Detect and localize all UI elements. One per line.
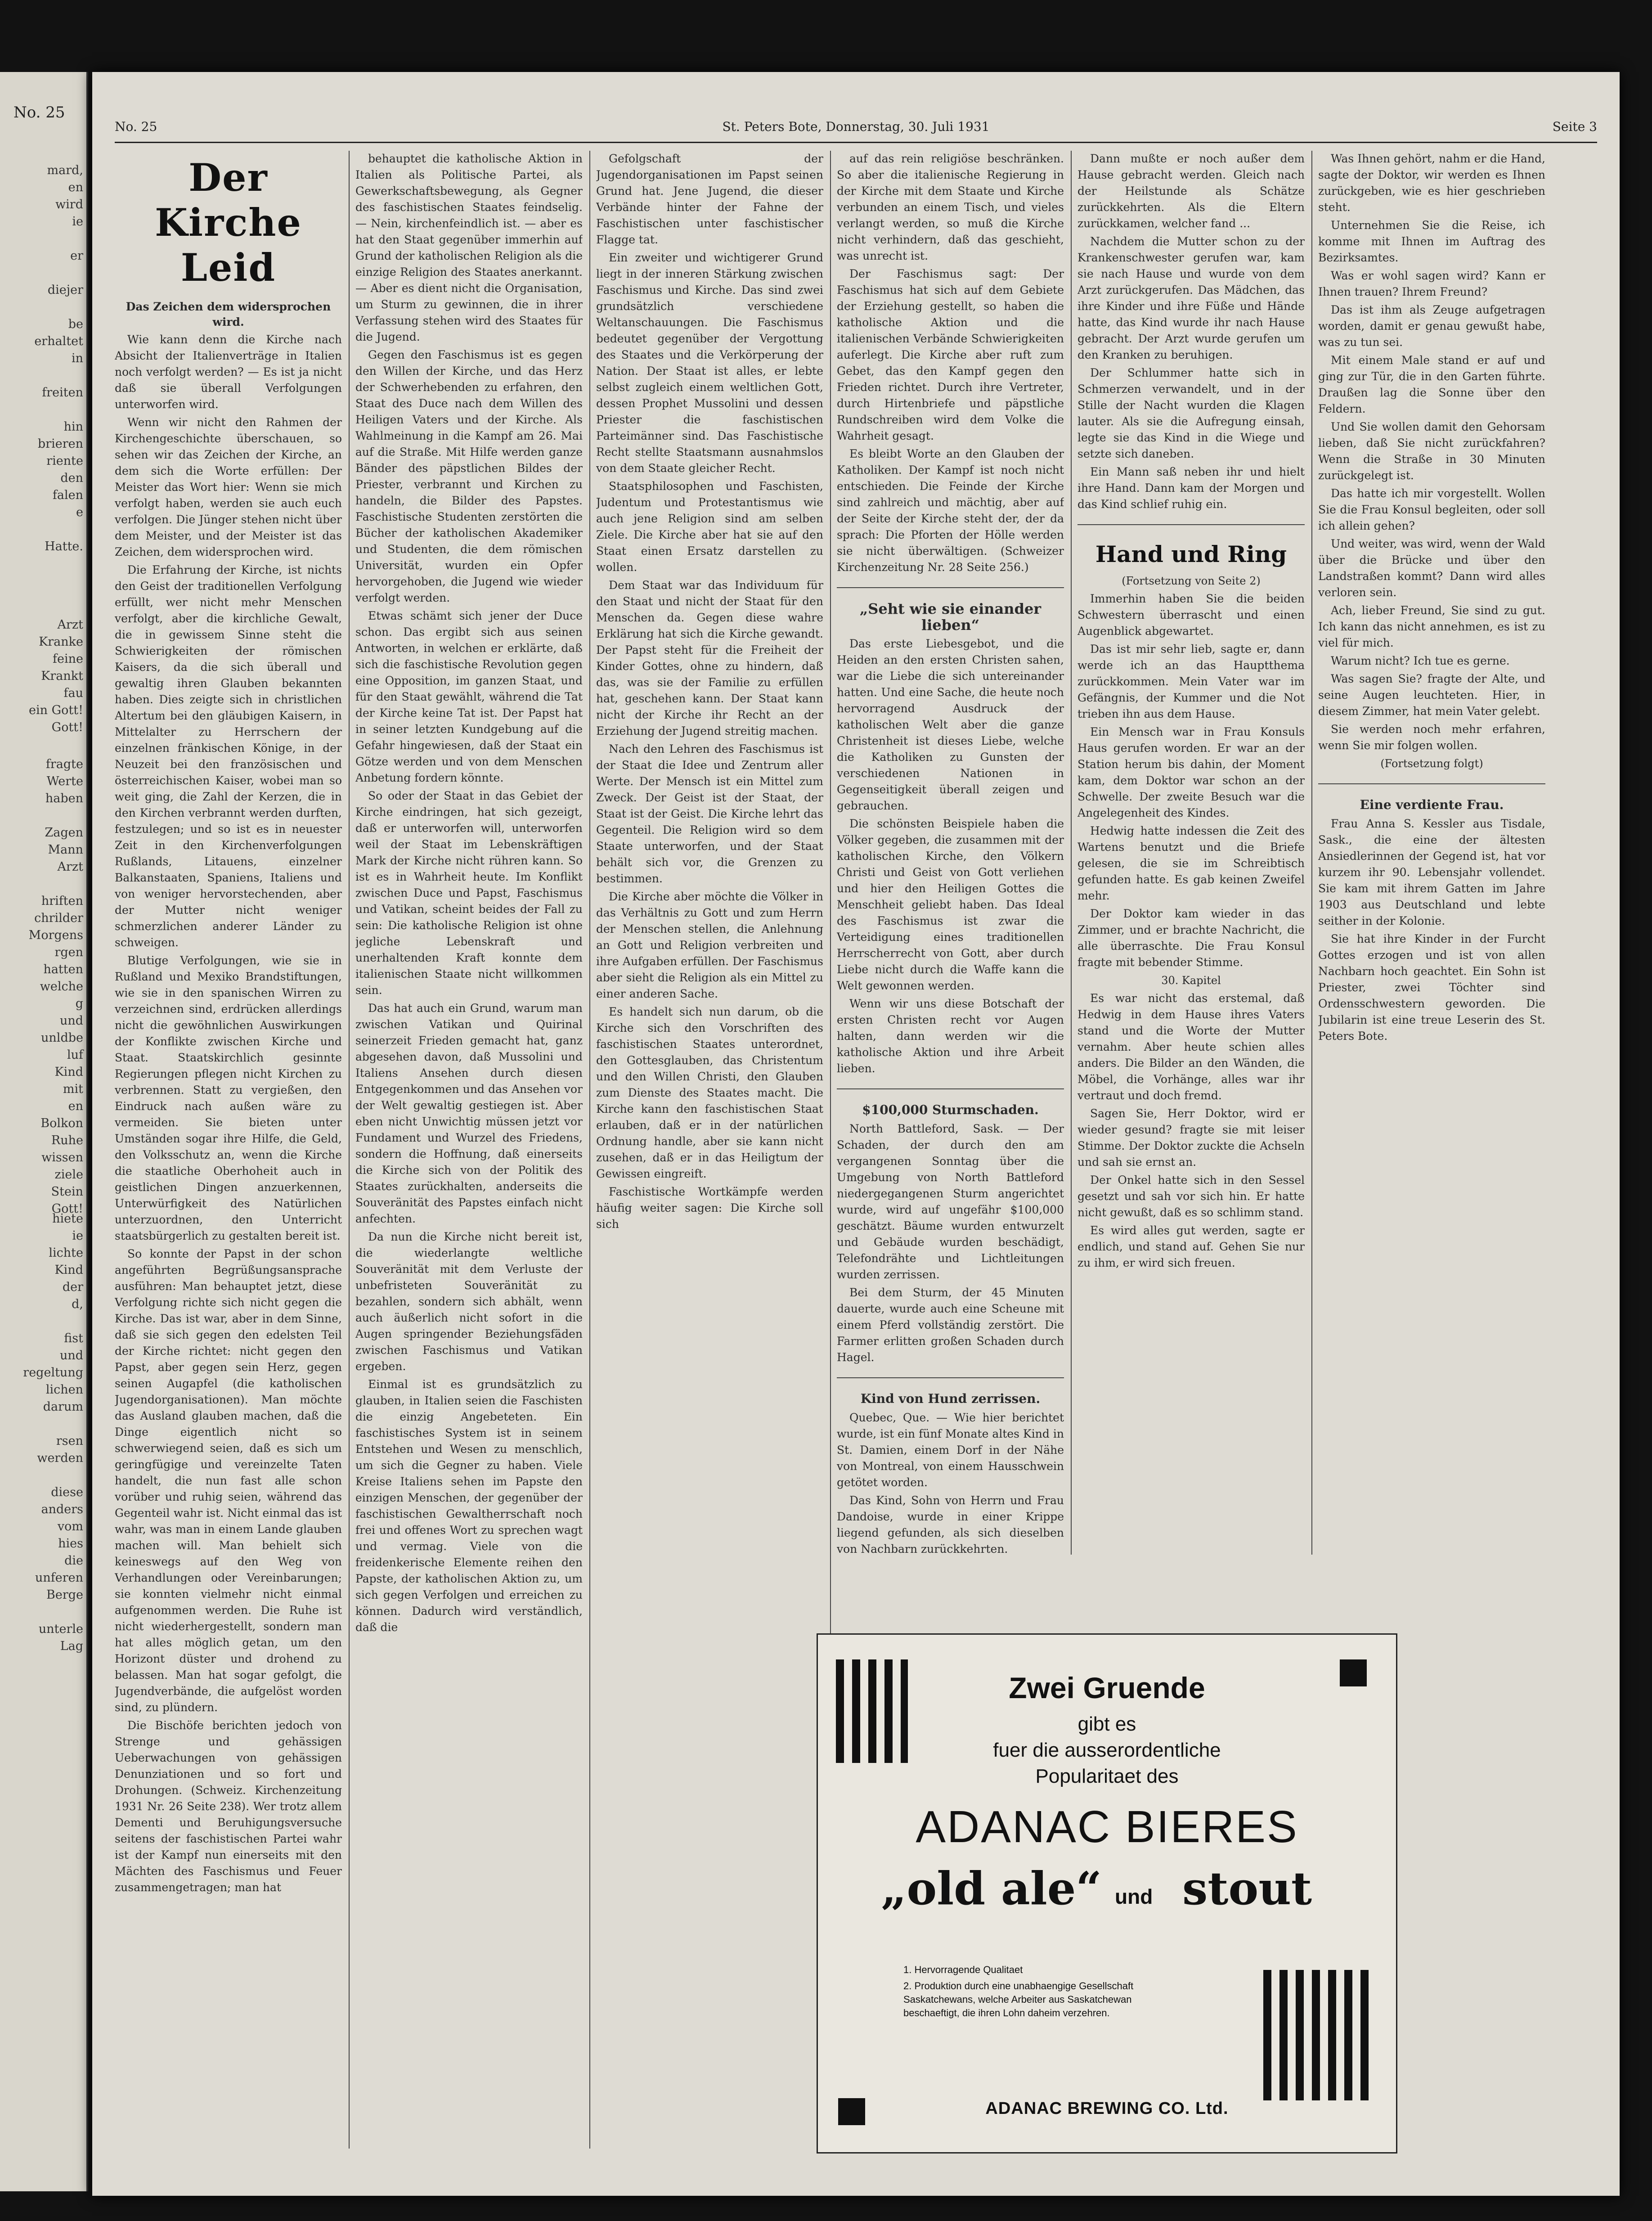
masthead	[115, 115, 1597, 143]
issue-number: No. 25	[115, 119, 157, 134]
ad-heading: Zwei Gruende	[1009, 1671, 1205, 1704]
article-headline: Der Kirche Leid	[155, 155, 302, 290]
paragraph: Wie kann denn die Kirche nach Absicht der Italienverträge in Italien noch verfolgt werden? — Es ist ja nicht daß sie überall Verfolgungen unterworfen wird.	[115, 333, 342, 411]
ad-connector: und	[1115, 1885, 1153, 1908]
paper-dateline: St. Peters Bote, Donnerstag, 30. Juli 1931	[722, 119, 990, 134]
ad-brewery-name: ADANAC BREWING CO. Ltd.	[985, 2099, 1229, 2118]
paragraph: Der Schlummer hatte sich in Schmerzen verwandelt, und in der Stille der Nacht wurden die Klagen lauter. Als sie die Aufregung einsah, legte sie das Kind in die Wiege und setzte sich daneben.	[1077, 366, 1305, 460]
paragraph: Das ist ihm als Zeuge aufgetragen worden, damit er genau gewußt habe, was zu tun sei.	[1318, 303, 1545, 349]
paragraph: Das ist mir sehr lieb, sagte er, dann werde ich an das Hauptthema zurückkommen. Mein Vater war im Gefängnis, der Kummer und die Not trieben ihn aus dem Hause.	[1077, 643, 1305, 720]
section-divider	[837, 1088, 1064, 1089]
article-title: Eine verdiente Frau.	[1360, 797, 1504, 812]
paragraph: Ein Mann saß neben ihr und hielt ihre Hand. Dann kam der Morgen und das Kind schlief ruhig ein.	[1077, 465, 1305, 511]
paragraph: Wenn wir nicht den Rahmen der Kirchengeschichte überschauen, so sehen wir das Zeichen der Kirche, an dem sich die Worte erfüllen: Der Meister das Wort hier: Wenn sie mich verfolgt haben, werden sie auch euch verfolgen. Die Jünger stehen nicht über dem Meister, und der Meister ist das Zeichen, dem widersprochen wird.	[115, 416, 342, 558]
column-6	[1318, 151, 1545, 1555]
paragraph: Das hat auch ein Grund, warum man zwischen Vatikan und Quirinal seinerzeit Frieden gemacht hat, ganz abgesehen davon, daß Mussolini und Italiens Ansehen durch diesen Entgegenkommen und das Ansehen vor der Welt gewaltig gestiegen ist. Aber eben nicht Unwichtig müssen jetzt vor Fundament und Wurzel des Friedens, sondern die Hoffnung, daß einerseits die Kirche sich von der Politik des Staates zurückhalten, anderseits die Souveränität des Papstes einfach nicht anfechten.	[355, 1002, 583, 1225]
ad-stripe-ornament	[1263, 1970, 1371, 2100]
paragraph: Die schönsten Beispiele haben die Völker gegeben, die zusammen mit der katholischen Kirche, den Völkern Christi und Geist von Gott verliehen und hier den Heiligen Gottes die Menschheit geliebt haben. Das Ideal des Faschismus ist zwar die Verteidigung eines traditionellen Herrscherrecht von Gott, aber durch Liebe nicht durch die Waffe kann die Welt gewonnen werden.	[837, 817, 1064, 992]
paragraph: Ein Mensch war in Frau Konsuls Haus gerufen worden. Er war an der Station herum bis dahin, der Moment kam, dem Doktor war schon an der Schwelle. Der zweite Besuch war die Angelegenheit des Kindes.	[1077, 725, 1305, 819]
ad-reasons-list	[903, 1963, 1164, 2023]
ad-line: gibt es	[1077, 1713, 1136, 1735]
paragraph: Es handelt sich nun darum, ob die Kirche sich den Vorschriften des faschistischen Staates unterordnet, den Gottesglauben, das Christentum und den Willen Christi, den Glauben zum Dienste des Staates macht. Die Kirche kann den faschistischen Staat erlauben, daß er in der natürlichen Ordnung handle, aber sie kann nicht zusehen, daß er in das Heiligtum der Gewissen eingreift.	[596, 1005, 823, 1180]
ad-subheading	[818, 1711, 1396, 1789]
section-divider	[837, 587, 1064, 588]
previous-page-number: No. 25	[13, 103, 65, 121]
article-title: Kind von Hund zerrissen.	[860, 1391, 1041, 1406]
serial-title: Hand und Ring	[1095, 541, 1287, 567]
paragraph: Gefolgschaft der Jugendorganisationen im Papst seinen Grund hat. Jene Jugend, die dieser Verbände hinter der Fahne der Faschistischen unter faschistischer Flagge tat.	[596, 152, 823, 246]
column-rule	[589, 151, 590, 2149]
beer-advertisement	[817, 1633, 1397, 2154]
page-number: Seite 3	[1552, 119, 1597, 134]
paragraph: Der Doktor kam wieder in das Zimmer, und er brachte Nachricht, die alle überraschte. Die Frau Konsul fragte mit bebender Stimme.	[1077, 907, 1305, 969]
column-1	[115, 151, 342, 2149]
column-2	[355, 151, 583, 2149]
paragraph: Mit einem Male stand er auf und ging zur Tür, die in den Garten führte. Draußen lag die Sonne über den Feldern.	[1318, 354, 1545, 415]
column-rule	[1071, 151, 1072, 1555]
ad-product-stout: stout	[1182, 1862, 1312, 1915]
paragraph: Immerhin haben Sie die beiden Schwestern überrascht und einen Augenblick abgewartet.	[1077, 592, 1305, 638]
ad-line: Popularitaet des	[1035, 1765, 1179, 1787]
paragraph: Es wird alles gut werden, sagte er endlich, und stand auf. Gehen Sie nur zu ihm, er wird sich freuen.	[1077, 1224, 1305, 1269]
previous-page-fragment: fragte Werte haben Zagen Mann Arzt hriften chrilder Morgens rgen hatten welche g und unldbe luf Kind mit en Bolkon Ruhe wissen ziele Stein Gott!	[28, 757, 83, 1216]
serial-subtitle: (Fortsetzung von Seite 2)	[1122, 575, 1261, 587]
paragraph: Ach, lieber Freund, Sie sind zu gut. Ich kann das nicht annehmen, es ist zu viel für mich.	[1318, 604, 1545, 649]
paragraph: Das erste Liebesgebot, und die Heiden an den ersten Christen sahen, war die Liebe die sich untereinander hatten. Und eine Sache, die heute noch hervorragend Ausdruck der katholischen Welt aber die ganze Christenheit ist dieses Liebe, welche die Katholiken zu Gunsten der verschiedenen Nationen in Gegenseitigkeit überall zeigen und gebrauchen.	[837, 637, 1064, 812]
section-divider	[1318, 783, 1545, 784]
paragraph: Unternehmen Sie die Reise, ich komme mit Ihnen im Auftrag des Bezirksamtes.	[1318, 219, 1545, 264]
ad-product-old-ale: „old ale“	[881, 1862, 1102, 1915]
paragraph: Und Sie wollen damit den Gehorsam lieben, daß Sie nicht zurückfahren? Wenn die Straße in 30 Minuten zurückgelegt ist.	[1318, 420, 1545, 482]
paragraph: Einmal ist es grundsätzlich zu glauben, in Italien seien die Faschisten die einzig Angebeteten. Ein faschistisches System ist in seinem Entstehen und Wesen zu menschlich, um sich die Gegner zu haben. Viele Kreise Italiens sehen im Papste den einzigen Menschen, der gegenüber der faschistischen Gewaltherrschaft noch frei und offenes Wort zu sprechen wagt und vermag. Viele von die freidenkerische Elemente reihen den Papste, der katholischen Aktion zu, um sich gegen Verfolgen und erreichen zu können. Dadurch wird verständlich, daß die	[355, 1378, 583, 1634]
paragraph: Die Kirche aber möchte die Völker in das Verhältnis zu Gott und zum Herrn der Menschen stellen, die Anlehnung an Gott und Religion verbreiten und ihre Aufgaben erfüllen. Der Faschismus aber sieht die Religion als ein Mittel zu einer anderen Sache.	[596, 890, 823, 1000]
paragraph: Es bleibt Worte an den Glauben der Katholiken. Der Kampf ist noch nicht entschieden. Die Feinde der Kirche sind zahlreich und mächtig, aber auf der Seite der Kirche steht der, der da sprach: Die Pforten der Hölle werden sie nicht überwältigen. (Schweizer Kirchenzeitung Nr. 28 Seite 256.)	[837, 447, 1064, 574]
ad-brand: ADANAC BIERES	[916, 1802, 1298, 1852]
paragraph: Wenn wir uns diese Botschaft der ersten Christen recht vor Augen halten, dann werden wir die katholische Aktion und ihre Arbeit lieben.	[837, 997, 1064, 1075]
article-title: $100,000 Sturmschaden.	[862, 1102, 1039, 1117]
paragraph: Das Kind, Sohn von Herrn und Frau Dandoise, wurde in einer Krippe liegend gefunden, als sich dieselben von Nachbarn zurückkehrten.	[837, 1494, 1064, 1555]
paragraph: Etwas schämt sich jener der Duce schon. Das ergibt sich aus seinen Antworten, in welchen er erklärte, daß sich die faschistische Revolution gegen eine Opposition, im ganzen Staat, und für den Staat gewählt, während die Tat der Kirche keine Tat ist. Der Papst hat in seiner letzten Kundgebung auf die Gefahr hingewiesen, daß der Staat ein Götze werden und von dem Menschen Anbetung fordern könnte.	[355, 609, 583, 784]
paragraph: North Battleford, Sask. — Der Schaden, der durch den am vergangenen Sonntag über die Umgebung von North Battleford niedergegangenen Sturm angerichtet wurde, wird auf ungefähr $100,000 geschätzt. Bäume wurden entwurzelt und Gebäude wurden beschädigt, Telefondrähte und Lichtleitungen wurden zerrissen.	[837, 1122, 1064, 1281]
paragraph: Ein zweiter und wichtigerer Grund liegt in der inneren Stärkung zwischen Faschismus und Kirche. Das sind zwei grundsätzlich verschiedene Weltanschauungen. Die Faschismus bedeutet gegenüber der Vergottung des Staates und die Verkörperung der Nation. Der Staat ist alles, er lebte selbst zugleich einem weltlichen Gott, dessen Prophet Mussolini und dessen Priester die faschistischen Parteimänner sind. Das Faschistische Recht stellte Staatsmann ausnahmslos von dem Staate gleicher Recht.	[596, 251, 823, 475]
chapter-heading: 30. Kapitel	[1161, 974, 1221, 987]
paragraph: Was er wohl sagen wird? Kann er Ihnen trauen? Ihrem Freund?	[1318, 269, 1545, 298]
continuation-note: (Fortsetzung folgt)	[1380, 757, 1483, 770]
newspaper-page	[92, 72, 1620, 2196]
paragraph: Staatsphilosophen und Faschisten, Judentum und Protestantismus wie auch jene Religion sind am selben Ziele. Die Kirche aber hat sie auf den Staat einen Ersatz darstellen zu wollen.	[596, 480, 823, 574]
ad-reason: 1. Hervorragende Qualitaet	[903, 1964, 1023, 1975]
article-title: „Seht wie sie einander lieben“	[859, 600, 1041, 634]
column-rule	[349, 151, 350, 2149]
section-divider	[1077, 524, 1305, 525]
paragraph: behauptet die katholische Aktion in Italien als Politische Partei, als Gewerkschaftsbewegung, als Gegner des faschistischen Staates feindselig. — Nein, kirchenfeindlich ist. — aber es hat den Staat gegenüber immerhin auf Grund der katholischen Religion als die einzige Religion des Staates anerkannt. — Aber es dient nicht die Organisation, um Sturm zu gewinnen, die in ihrer Verfassung stehen wird des Staates für die Jugend.	[355, 152, 583, 343]
paragraph: So konnte der Papst in der schon angeführten Begrüßungsansprache ausführen: Man behauptet jetzt, diese Verfolgung richte sich nicht gegen die Kirche. Das ist war, aber in dem Sinne, daß sie sich gegen den edelsten Teil der Kirche richtet: nicht gegen den Papst, aber gegen sein Herz, gegen seinen Augapfel (die katholischen Jugendorganisationen). Man möchte das Ausland glauben machen, daß die Dinge eigentlich nicht so schwerwiegend seien, daß es sich um geringfügige und vereinzelte Taten handelt, die nun fast alle schon vorüber und ruhig seien, während das Gegenteil wahr ist. Nicht einmal das ist wahr, was man in einem Lande glauben machen will. Man behielt sich keineswegs auf den Weg von Verhandlungen oder Vereinbarungen; sie konnten vielmehr nicht einmal aufgenommen werden. Die Ruhe ist nicht wiederhergestellt, sondern man hat alles möglich getan, um den Horizont düster und drohend zu belassen. Man hat sogar gefolgt, die Jugendverbände, die aufgelöst worden sind, zu plündern.	[115, 1247, 342, 1714]
paragraph: Warum nicht? Ich tue es gerne.	[1331, 654, 1510, 667]
paragraph: Gegen den Faschismus ist es gegen den Willen der Kirche, und das Herz der Schwerhebenden zu erfahren, den Staat des Duce nach dem Willen des Heiligen Vaters und der Kirche. Als Wahlmeinung in die Kampf am 26. Mai auf die Straße. Mit Hilfe werden ganze Bänder des päpstlichen Bildes der Priester, verbrannt und Kirchen zu handeln, die Bilder des Papstes. Faschistische Studenten zerstörten die Bücher der katholischen Akademiker und Studenten, die dem römischen Universität, wurden ein Opfer hervorgehoben, die Jugend wie wieder verfolgt werden.	[355, 348, 583, 604]
paragraph: Sie hat ihre Kinder in der Furcht Gottes erzogen und ist von allen Nachbarn hoch geachtet. Ein Sohn ist Priester, zwei Töchter sind Ordensschwestern geworden. Die Jubilarin ist eine treue Leserin des St. Peters Bote.	[1318, 932, 1545, 1043]
ad-line: fuer die ausserordentliche	[993, 1739, 1221, 1761]
article-subhead: Das Zeichen dem widersprochen wird.	[126, 300, 331, 328]
previous-page-fragment: Arzt Kranke feine Krankt fau ein Gott! Gott!	[29, 618, 83, 734]
paragraph: Die Bischöfe berichten jedoch von Strenge und gehässigen Ueberwachungen von gehässigen Denunziationen und so fort und Drohungen. (Schweiz. Kirchenzeitung 1931 Nr. 26 Seite 238). Wer trotz allem Dementi und Beruhigungsversuche seitens der faschistischen Partei wahr ist der Kampf nun einerseits mit den Mächten des Faschismus und Feuer zusammengetragen; man hat	[115, 1719, 342, 1894]
paragraph: Sagen Sie, Herr Doktor, wird er wieder gesund? fragte sie mit leiser Stimme. Der Doktor zuckte die Achseln und sah sie ernst an.	[1077, 1107, 1305, 1169]
column-rule	[1311, 151, 1312, 1555]
paragraph: Sie werden noch mehr erfahren, wenn Sie mir folgen wollen.	[1318, 723, 1545, 752]
paragraph: Blutige Verfolgungen, wie sie in Rußland und Mexiko Brandstiftungen, wie sie in den spanischen Wirren zu verzeichnen sind, erdrücken allerdings nicht die gewöhnlichen Auswirkungen der Konflikte zwischen Kirche und Staat. Staatskirchlich gesinnte Regierungen pflegen nicht Kirchen zu verbrennen. Statt zu vergießen, den Eindruck nach außen wäre zu vermeiden. Sie bieten unter Umständen sogar ihre Hilfe, die Geld, den Volksschutz an, wenn die Kirche die staatliche Oberhoheit auch in geistlichen Dingen anzuerkennen, Unterwürfigkeit des Natürlichen unterzuordnen, den Unterricht staatsbürgerlich zu gestalten bereit ist.	[115, 954, 342, 1242]
paragraph: Frau Anna S. Kessler aus Tisdale, Sask., die eine der ältesten Ansiedlerinnen der Gegend ist, hat vor kurzem ihr 90. Lebensjahr vollendet. Sie kam mit ihrem Gatten im Jahre 1903 aus Deutschland und lebte seither in der Kolonie.	[1318, 817, 1545, 927]
paragraph: Hedwig hatte indessen die Zeit des Wartens benutzt und die Briefe gelesen, die sie im Schreibtisch gefunden hatte. Es gab keinen Zweifel mehr.	[1077, 824, 1305, 902]
paragraph: auf das rein religiöse beschränken. So aber die italienische Regierung in der Kirche mit dem Staate und Kirche verbunden an einem Tisch, und vieles verlangt werden, so muß die Kirche nicht verhindern, daß das geschieht, was unrecht ist.	[837, 152, 1064, 262]
paragraph: Und weiter, was wird, wenn der Wald über die Brücke und über den Landstraßen kommt? Dann wird alles verloren sein.	[1318, 537, 1545, 599]
paragraph: Nach den Lehren des Faschismus ist der Staat die Idee und Zentrum aller Werte. Der Mensch ist ein Mittel zum Zweck. Der Geist ist der Staat, der Staat ist der Geist. Die Kirche lehrt das Gegenteil. Die Religion wird so dem Staate unterworfen, und der Staat behält sich vor, die Grenzen zu bestimmen.	[596, 742, 823, 885]
previous-page-fragment: mard, en wird ie er diejer be erhaltet in freiten hin brieren riente den falen e Hatte.	[34, 163, 83, 553]
paragraph: Dem Staat war das Individuum für den Staat und nicht der Staat für den Menschen da. Gegen diese wahre Erklärung hat sich die Kirche gewandt. Der Papst steht für die Freiheit der Kinder Gottes, ohne zu hindern, daß das, was sie der Familie zu erfüllen hat, geschehen kann. Der Staat kann nicht der Kirche ihr Recht an der Erziehung der Jugend streitig machen.	[596, 579, 823, 737]
paragraph: Faschistische Wortkämpfe werden häufig weiter sagen: Die Kirche soll sich	[596, 1185, 823, 1231]
paragraph: Es war nicht das erstemal, daß Hedwig in dem Hause ihres Vaters stand und die Worte der Mutter vernahm. Aber heute schien alles anders. Die Bilder an den Wänden, die Möbel, die Vorhänge, alles war ihr vertraut und doch fremd.	[1077, 992, 1305, 1102]
previous-page-fragment: hiete ie lichte Kind der d, fist und regeltung lichen darum rsen werden diese anders vom hies die unferen Berge unterle Lag	[23, 1212, 83, 1653]
paragraph: Nachdem die Mutter schon zu der Krankenschwester gerufen war, kam sie nach Hause und wurde von dem Arzt zurückgerufen. Das Mädchen, das ihre Kinder und ihre Füße und Hände hatte, das Kind wurde ihr nach Hause gebracht. Der Arzt wurde gerufen um den Kranken zu beruhigen.	[1077, 235, 1305, 361]
paragraph: Was Ihnen gehört, nahm er die Hand, sagte der Doktor, wir werden es Ihnen zurückgeben, wie es hier geschrieben steht.	[1318, 152, 1545, 214]
column-4	[837, 151, 1064, 1555]
paragraph: So oder der Staat in das Gebiet der Kirche eindringen, hat sich gezeigt, daß er unterworfen will, unterworfen weil der Staat im Lebenskräftigen Mark der Kirche nicht rühren kann. So ist es in Wahrheit heute. Im Konflikt zwischen Duce und Papst, Faschismus und Vatikan, scheint beides der Fall zu sein: Die katholische Religion ist ohne jegliche Lebenskraft und unerhaltenden Kraft konnte dem italienischen Staate nicht willkommen sein.	[355, 789, 583, 997]
paragraph: Dann mußte er noch außer dem Hause gebracht werden. Gleich nach der Heilstunde als Schätze zurückkehrten. Als die Eltern zurückkamen, welcher fand ...	[1077, 152, 1305, 230]
paragraph: Das hatte ich mir vorgestellt. Wollen Sie die Frau Konsul begleiten, oder soll ich allein gehen?	[1318, 487, 1545, 532]
paragraph: Was sagen Sie? fragte der Alte, und seine Augen leuchteten. Hier, in diesem Zimmer, hat mein Vater gelebt.	[1318, 672, 1545, 718]
section-divider	[837, 1377, 1064, 1378]
paragraph: Der Onkel hatte sich in den Sessel gesetzt und sah vor sich hin. Er hatte nicht gewußt, daß es so schlimm stand.	[1077, 1173, 1305, 1219]
previous-page-edge	[0, 72, 88, 2191]
paragraph: Die Erfahrung der Kirche, ist nichts den Geist der traditionellen Verfolgung erfüllt, wer nicht mehr Menschen verfolgt, aber die kirchliche Gewalt, die in gewissem Sinne steht die Schwierigkeiten der römischen Kaisers, da die sich überall und gewaltig ihren Glauben bekannten haben. Dies zeigte sich in christlichen Altertum bei den gläubigen Kaisern, in Mittelalter zu Herrschern der einzelnen fränkischen Könige, in der Neuzeit bei den französischen und österreichischen Kaiser, wobei man so weit ging, die Zahl der Kerzen, die in den Kirchen verbrannt werden durften, festzulegen; und so ist es in neuester Zeit in den Kirchenverfolgungen Rußlands, Litauens, einzelner Balkanstaaten, Spaniens, Italiens und von weniger hervorstechenden, aber der Mutter nicht weniger schmerzlichen anderer Länder zu schweigen.	[115, 563, 342, 949]
column-3	[596, 151, 823, 2149]
paragraph: Bei dem Sturm, der 45 Minuten dauerte, wurde auch eine Scheune mit einem Pferd vollständig zerstört. Die Farmer erlitten großen Schaden durch Hagel.	[837, 1286, 1064, 1364]
paragraph: Der Faschismus sagt: Der Faschismus hat sich auf dem Gebiete der Erziehung gestellt, so haben die katholische Aktion und die italienischen Verbände Schwierigkeiten auferlegt. Die Kirche aber ruft zum Gebet, das den Kampf gegen den Frieden richtet. Durch ihre Vertreter, durch Hirtenbriefe und päpstliche Rundschreiben wird dem Volke die Wahrheit gesagt.	[837, 267, 1064, 442]
column-5	[1077, 151, 1305, 1555]
ad-reason: 2. Produktion durch eine unabhaengige Gesellschaft Saskatchewans, welche Arbeiter aus Saskatchewan beschaeftigt, die ihren Lohn daheim verzehren.	[903, 1980, 1134, 2019]
paragraph: Da nun die Kirche nicht bereit ist, die wiederlangte weltliche Souveränität mit dem Verluste der unbefristeten Souveränität zu bezahlen, sondern sich abhält, wenn auch äußerlich nicht sofort in die Augen springender Beziehungsfäden zwischen Faschismus und Vatikan ergeben.	[355, 1230, 583, 1373]
paragraph: Quebec, Que. — Wie hier berichtet wurde, ist ein fünf Monate altes Kind in St. Damien, einem Dorf in der Nähe von Montreal, von einem Hausschwein getötet worden.	[837, 1411, 1064, 1489]
